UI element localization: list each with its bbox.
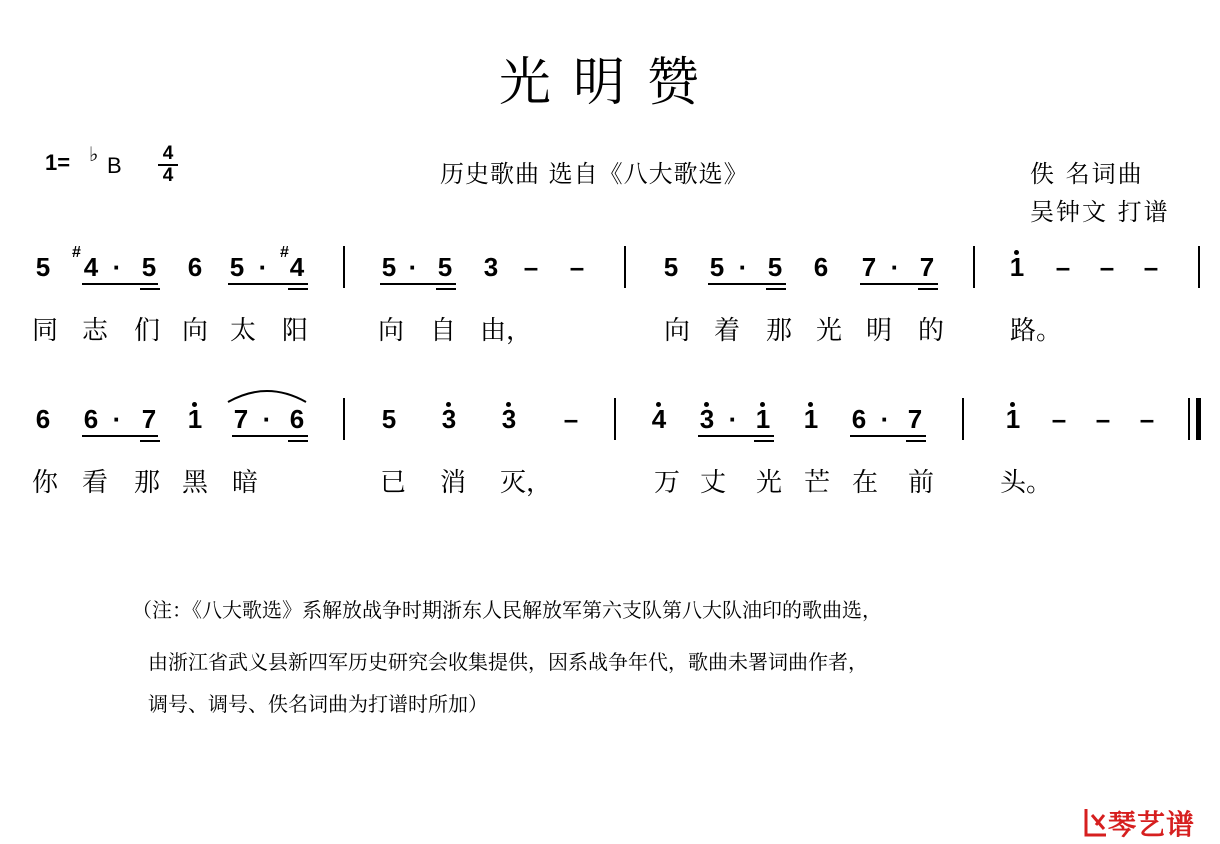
note: 7 [907,404,923,434]
underline [754,440,774,442]
note: 1 [755,404,771,434]
lyric: 向 [182,316,209,346]
final-bar-thick [1196,398,1201,440]
dash: – [1055,252,1071,282]
footnote-line-1: （注：《八大歌选》系解放战争时期浙东人民解放军第六支队第八大队油印的歌曲选， [132,598,882,622]
lyric: 路。 [1010,316,1063,346]
bar-line [343,246,345,288]
dot: · [112,404,122,434]
lyric: 那 [134,468,161,498]
key-signature [45,144,122,190]
underline [288,288,308,290]
lyric: 头。 [1000,468,1053,498]
note: 3 [441,404,457,434]
lyric: 光 [756,468,783,498]
note: 4 [651,404,667,434]
lyric: 们 [134,316,161,346]
underline [140,440,160,442]
song-source: 历史歌曲 选自《八大歌选》 [440,160,749,188]
lyric: 前 [908,468,935,498]
lyric: 明 [866,316,893,346]
dot: · [880,404,890,434]
sharp-sign: # [280,244,289,261]
note: 3 [699,404,715,434]
underline [232,435,308,437]
bar-line [962,398,964,440]
underline [906,440,926,442]
note: 6 [187,252,203,282]
meter-top: 4 [162,143,174,164]
lyric: 万 [654,468,681,498]
note: 7 [233,404,249,434]
credit-lyrics-music: 佚 名词曲 [1030,160,1144,188]
note: 3 [483,252,499,282]
note: 6 [35,404,51,434]
lyric: 的 [918,316,945,346]
underline [380,283,456,285]
note: 5 [35,252,51,282]
underline [918,288,938,290]
note: 4 [83,252,99,282]
bar-line [614,398,616,440]
note: 1 [1005,404,1021,434]
lyric: 那 [766,316,793,346]
dash: – [1099,252,1115,282]
key-note: B [107,153,122,178]
underline [82,283,158,285]
final-bar-thin [1188,398,1190,440]
note: 1 [187,404,203,434]
note: 7 [141,404,157,434]
lyric: 自 [430,316,457,346]
note: 7 [919,252,935,282]
dash: – [523,252,539,282]
dash: – [569,252,585,282]
note: 6 [813,252,829,282]
footnote-line-2: 由浙江省武义县新四军历史研究会收集提供，因系战争年代，歌曲未署词曲作者， [148,650,868,674]
underline [698,435,774,437]
note: 5 [141,252,157,282]
lyric: 已 [380,468,407,498]
dot: · [408,252,418,282]
lyric: 黑 [182,468,209,498]
bar-line [1198,246,1200,288]
note: 5 [229,252,245,282]
meter-bottom: 4 [162,165,174,186]
lyric: 向 [664,316,691,346]
note: 1 [1009,252,1025,282]
site-logo-text: 琴艺谱 [1108,808,1196,841]
underline [850,435,926,437]
note: 5 [381,404,397,434]
note: 6 [289,404,305,434]
dot: · [728,404,738,434]
lyric: 志 [82,316,109,346]
underline [228,283,308,285]
dot: · [738,252,748,282]
dot: · [112,252,122,282]
lyric: 向 [378,316,405,346]
lyric: 在 [852,468,879,498]
dot: · [262,404,272,434]
lyric: 丈 [700,468,727,498]
dash: – [1051,404,1067,434]
dash: – [563,404,579,434]
lyric: 阳 [282,316,309,346]
credit-transcriber: 吴钟文 打谱 [1030,198,1170,226]
lyric: 同 [32,316,59,346]
note: 7 [861,252,877,282]
song-title: 光明赞 [498,53,721,113]
note: 5 [437,252,453,282]
dot: · [890,252,900,282]
dash: – [1095,404,1111,434]
lyric: 灭， [500,468,553,498]
lyric: 芒 [804,468,831,498]
slur [226,384,308,404]
lyric: 由， [480,316,533,346]
dot: · [258,252,268,282]
note: 5 [381,252,397,282]
underline [436,288,456,290]
footnote-line-3: 调号、调号、佚名词曲为打谱时所加） [148,692,488,716]
note: 1 [803,404,819,434]
underline [140,288,160,290]
note: 6 [83,404,99,434]
lyric: 消 [440,468,467,498]
sharp-sign: # [72,244,81,261]
time-signature [158,145,178,185]
note: 4 [289,252,305,282]
bar-line [624,246,626,288]
lyric: 你 [32,468,59,498]
underline [288,440,308,442]
lyric: 看 [82,468,109,498]
underline [82,435,158,437]
lyric: 太 [230,316,257,346]
note: 5 [767,252,783,282]
bar-line [343,398,345,440]
note: 5 [663,252,679,282]
underline [766,288,786,290]
note: 6 [851,404,867,434]
lyric: 暗 [232,468,259,498]
lyric: 光 [816,316,843,346]
flat-sign: ♭ [89,144,99,166]
underline [860,283,938,285]
note: 5 [709,252,725,282]
dash: – [1143,252,1159,282]
dash: – [1139,404,1155,434]
bar-line [973,246,975,288]
underline [708,283,786,285]
key-one: 1= [45,150,71,175]
lyric: 着 [714,316,741,346]
note: 3 [501,404,517,434]
